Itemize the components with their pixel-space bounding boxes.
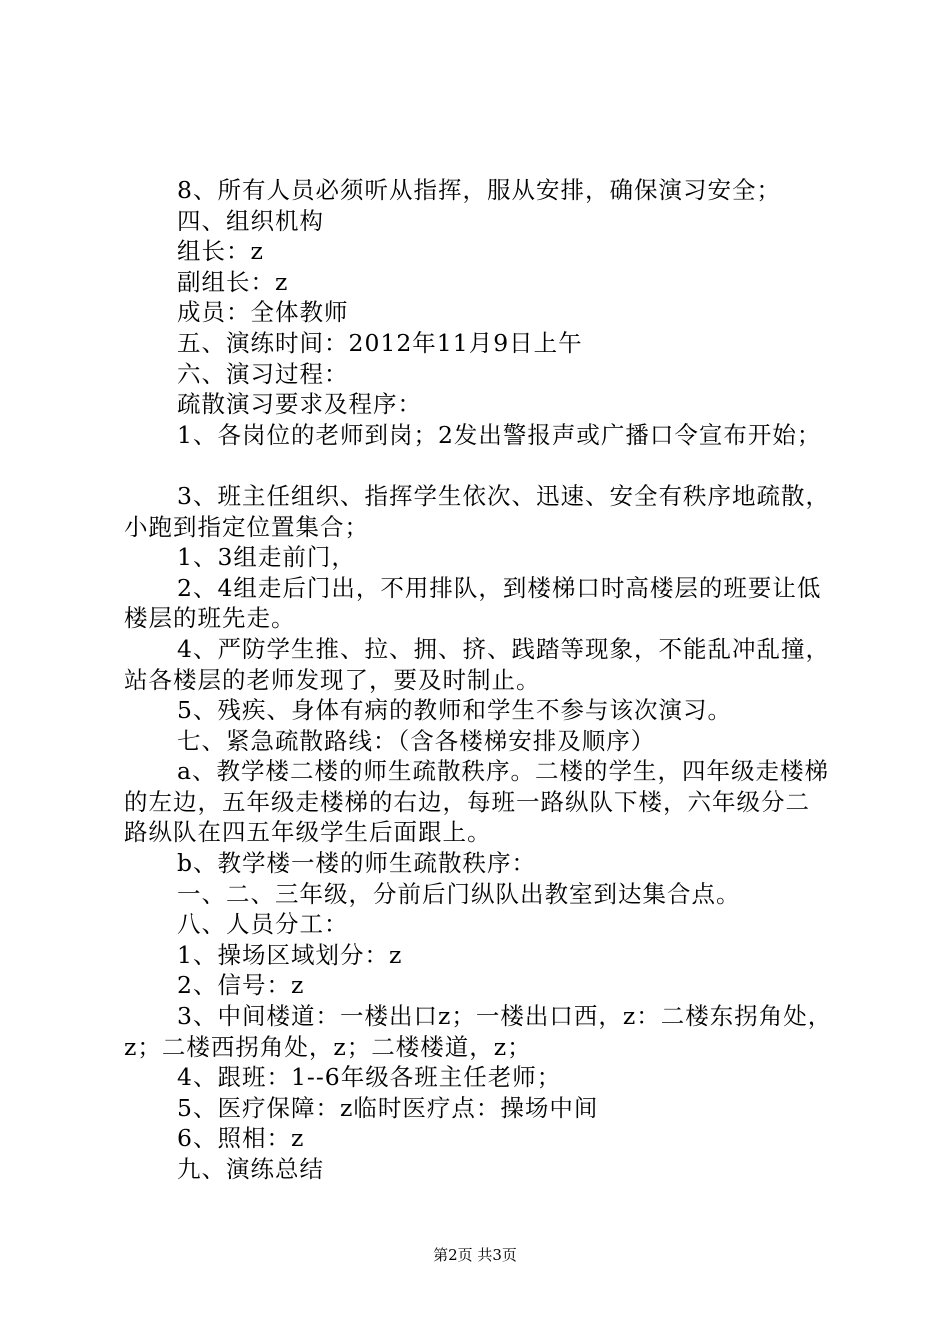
text-paragraph: a、教学楼二楼的师生疏散秩序。二楼的学生，四年级走楼梯的左边，五年级走楼梯的右边，每班一路纵队下楼，六年级分二路纵队在四五年级学生后面跟上。 (124, 757, 830, 847)
text-paragraph: 2、4组走后门出，不用排队，到楼梯口时高楼层的班要让低楼层的班先走。 (124, 573, 822, 633)
text-line: 一、二、三年级，分前后门纵队出教室到达集合点。 (177, 879, 741, 908)
text-line: 疏散演习要求及程序： (177, 390, 422, 419)
text-line: 8、所有人员必须听从指挥，服从安排，确保演习安全； (177, 176, 781, 204)
document-body (124, 175, 834, 1185)
text-line: 4、跟班：1--6年级各班主任老师； (177, 1063, 562, 1092)
text-line: 5、医疗保障：z临时医疗点：操场中间 (177, 1093, 599, 1122)
text-paragraph: 3、班主任组织、指挥学生依次、迅速、安全有秩序地疏散，小跑到指定位置集合； (124, 481, 830, 541)
blank-line (124, 450, 834, 481)
text-line: 1、操场区域划分：z (177, 940, 403, 969)
text-line: 2、信号：z (177, 971, 305, 1000)
text-line: 6、照相：z (177, 1124, 305, 1153)
text-paragraph: 4、严防学生推、拉、拥、挤、践踏等现象，不能乱冲乱撞，站各楼层的老师发现了，要及时制止。 (124, 634, 830, 694)
text-paragraph: 3、中间楼道：一楼出口z；一楼出口西，z：二楼东拐角处，z；二楼西拐角处，z；二楼楼道，z； (124, 1002, 833, 1061)
section-heading: 四、组织机构 (177, 206, 324, 235)
text-line: b、教学楼一楼的师生疏散秩序： (177, 849, 537, 878)
section-heading: 六、演习过程： (177, 359, 349, 388)
text-line: 5、残疾、身体有病的教师和学生不参与该次演习。 (177, 696, 732, 725)
text-line: 成员：全体教师 (177, 298, 349, 327)
text-line: 组长：z (177, 237, 264, 266)
text-line: 1、各岗位的老师到岗；2发出警报声或广播口令宣布开始； (177, 420, 822, 449)
section-heading: 九、演练总结 (177, 1155, 324, 1183)
section-heading: 五、演练时间：2012年11月9日上午 (177, 328, 583, 357)
section-heading: 八、人员分工： (177, 910, 349, 939)
section-heading: 七、紧急疏散路线：（含各楼梯安排及顺序） (177, 726, 656, 755)
text-line: 副组长：z (177, 267, 289, 296)
text-line: 1、3组走前门， (177, 543, 356, 572)
page-footer: 第2页 共3页 (433, 1246, 517, 1264)
